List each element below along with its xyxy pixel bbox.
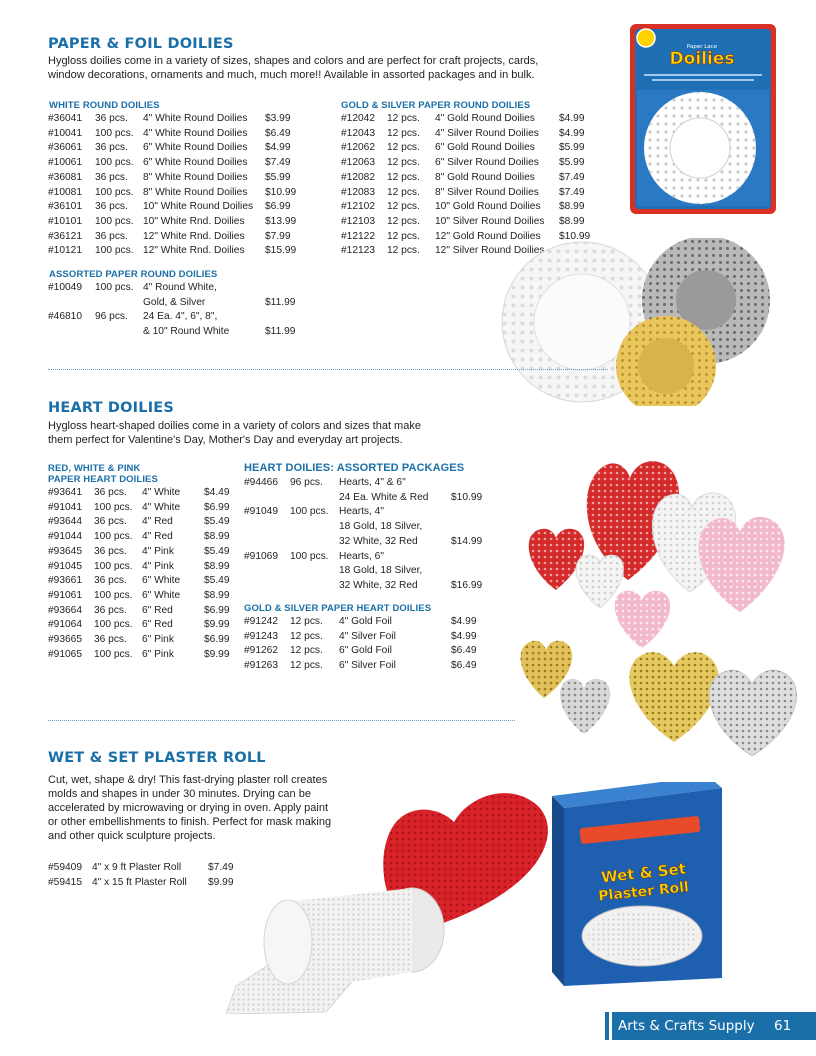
item-number: #10101 [48, 215, 82, 227]
package-small-label: Paper Lace [686, 44, 718, 50]
gold-silver-heart-table [244, 615, 491, 674]
item-number: #36041 [48, 113, 82, 124]
description: Gold, & Silver [143, 296, 206, 308]
price: $7.49 [208, 862, 234, 873]
description: Hearts, 4" [339, 506, 384, 518]
item-number [244, 491, 290, 506]
rwp-heading-line1: RED, WHITE & PINK [48, 463, 141, 474]
item-number: #91243 [244, 630, 278, 642]
description: 8" White Round Doilies [143, 186, 248, 198]
description: 12" White Rnd. Doilies [143, 230, 245, 242]
price: $14.99 [451, 535, 483, 547]
table-row [341, 171, 599, 186]
plaster-description: Cut, wet, shape & dry! This fast-drying plaster roll creates molds and shapes in under 30 minutes. Drying can be accelerated by microwaving or drying in oven. Apply paint or other embellishments to finish. Perfect for mask making and other quick sculpture projects. [48, 774, 332, 842]
quantity: 100 pcs. [95, 282, 134, 293]
price: $11.99 [265, 326, 296, 338]
box-title-line1: Wet & Set [600, 859, 687, 887]
item-number: #93661 [48, 575, 82, 587]
description: 6" White [142, 575, 181, 587]
quantity: 100 pcs. [290, 506, 329, 518]
table-row [341, 200, 599, 215]
description: 4" White Round Doilies [143, 113, 248, 124]
item-number [48, 296, 95, 311]
item-number: #36121 [48, 230, 82, 242]
quantity: 36 pcs. [94, 575, 127, 587]
price: $9.99 [204, 619, 230, 631]
table-row [48, 530, 244, 545]
section-divider-1 [48, 369, 608, 370]
price: $9.99 [204, 648, 230, 660]
description: Hearts, 4" & 6" [339, 477, 406, 488]
section-divider-2 [48, 720, 515, 721]
item-number: #12082 [341, 171, 375, 183]
assorted-round-heading: ASSORTED PAPER ROUND DOILIES [49, 269, 218, 280]
quantity: 100 pcs. [94, 501, 133, 513]
quantity: 100 pcs. [94, 589, 133, 601]
quantity: 36 pcs. [95, 171, 128, 183]
item-number: #91263 [244, 660, 278, 672]
description: 12" White Rnd. Doilies [143, 245, 245, 257]
price: $3.99 [265, 113, 291, 124]
description: Hearts, 6" [339, 550, 384, 562]
item-number: #91041 [48, 501, 82, 513]
price: $4.99 [559, 127, 585, 139]
price [265, 281, 305, 296]
table-row [48, 574, 244, 589]
table-row [48, 604, 244, 619]
table-row [341, 112, 599, 127]
quantity: 36 pcs. [95, 113, 128, 124]
table-row [341, 156, 599, 171]
table-row [48, 127, 305, 142]
price: $4.99 [265, 142, 291, 154]
quantity: 12 pcs. [387, 230, 420, 242]
quantity: 100 pcs. [290, 550, 329, 562]
item-number: #10081 [48, 186, 82, 198]
rwp-heading-line2: PAPER HEART DOILIES [48, 474, 158, 485]
table-row [48, 156, 305, 171]
item-number: #12123 [341, 245, 375, 257]
description: 6" Silver Round Doilies [435, 157, 539, 169]
quantity: 100 pcs. [94, 648, 133, 660]
item-number: #93641 [48, 487, 82, 498]
price [265, 310, 305, 325]
assorted-round-table [48, 281, 305, 340]
table-row [244, 550, 491, 565]
price: $4.99 [451, 616, 477, 627]
description: 18 Gold, 18 Silver, [339, 521, 423, 533]
description: 8" White Round Doilies [143, 171, 248, 183]
table-row [48, 171, 305, 186]
item-number: #91045 [48, 560, 82, 572]
table-row [341, 186, 599, 201]
paper-foil-title: PAPER & FOIL DOILIES [48, 36, 234, 52]
item-number: #12042 [341, 113, 375, 124]
table-row [48, 515, 244, 530]
item-number [48, 325, 95, 340]
item-number: #91064 [48, 619, 82, 631]
quantity [290, 564, 339, 579]
item-number: #10061 [48, 157, 82, 169]
description: 6" White Round Doilies [143, 157, 248, 169]
table-row [48, 486, 244, 501]
white-round-table [48, 112, 305, 259]
table-row [244, 659, 491, 674]
item-number: #91049 [244, 506, 278, 518]
price: $4.99 [451, 630, 477, 642]
description: 4" Red [142, 516, 173, 528]
quantity: 36 pcs. [95, 230, 128, 242]
quantity: 100 pcs. [95, 215, 134, 227]
quantity: 36 pcs. [94, 545, 127, 557]
price: $10.99 [559, 230, 591, 242]
table-row [48, 861, 248, 876]
round-doilies-image [500, 238, 816, 406]
quantity: 12 pcs. [290, 645, 323, 657]
description: 6" Pink [142, 634, 174, 646]
item-number: #93665 [48, 634, 82, 646]
item-number: #36101 [48, 201, 82, 213]
price: $7.99 [265, 230, 291, 242]
table-row [48, 876, 248, 891]
table-row [48, 545, 244, 560]
quantity: 96 pcs. [290, 477, 323, 488]
plaster-box [552, 782, 722, 986]
description: 6" Pink [142, 648, 174, 660]
heart-title: HEART DOILIES [48, 400, 175, 416]
item-number: #36061 [48, 142, 82, 154]
item-number: #91262 [244, 645, 278, 657]
quantity: 100 pcs. [95, 186, 134, 198]
quantity: 36 pcs. [95, 201, 128, 213]
table-row [48, 112, 305, 127]
table-row [244, 630, 491, 645]
box-title-line2: Plaster Roll [597, 879, 690, 905]
quantity: 12 pcs. [387, 113, 420, 124]
item-number: #12103 [341, 215, 375, 227]
quantity: 12 pcs. [387, 215, 420, 227]
footer-label: Arts & Crafts Supply [618, 1018, 755, 1034]
price: $6.99 [265, 201, 291, 213]
price: $6.49 [265, 127, 291, 139]
item-number: #10049 [48, 282, 82, 293]
item-number: #91044 [48, 531, 82, 543]
table-row [341, 127, 599, 142]
item-number: #10041 [48, 127, 82, 139]
price: $13.99 [265, 215, 297, 227]
description: 12" Silver Round Doilies [435, 245, 545, 257]
quantity [290, 579, 339, 594]
quantity: 36 pcs. [94, 516, 127, 528]
description: 4" White [142, 487, 181, 498]
description: 6" White Round Doilies [143, 142, 248, 154]
price: $5.49 [204, 545, 230, 557]
description: 4" Silver Foil [339, 630, 396, 642]
description: 32 White, 32 Red [339, 535, 418, 547]
quantity: 100 pcs. [94, 619, 133, 631]
item-number: #12062 [341, 142, 375, 154]
description: 32 White, 32 Red [339, 579, 418, 591]
table-row [244, 579, 491, 594]
quantity: 12 pcs. [290, 630, 323, 642]
description: 6" Gold Round Doilies [435, 142, 535, 154]
doilies-package-image [630, 24, 776, 214]
quantity: 12 pcs. [387, 245, 420, 257]
price: $4.99 [559, 113, 585, 124]
description: 6" Silver Foil [339, 660, 396, 672]
description: 10" White Round Doilies [143, 201, 254, 213]
quantity: 100 pcs. [94, 560, 133, 572]
quantity: 12 pcs. [387, 142, 420, 154]
page-number: 61 [774, 1018, 792, 1034]
table-row [48, 310, 305, 325]
description: 12" Gold Round Doilies [435, 230, 541, 242]
table-row [48, 141, 305, 156]
price: $11.99 [265, 296, 296, 308]
paper-foil-description: Hygloss doilies come in a variety of sizes, shapes and colors and are perfect for craft projects, cards, window decorations, ornaments and much, much more!! Available in assorted packages and in bulk. [48, 55, 539, 81]
item-number: #12063 [341, 157, 375, 169]
quantity: 12 pcs. [387, 127, 420, 139]
price: $8.99 [559, 201, 585, 213]
assorted-packages-heading: HEART DOILIES: ASSORTED PACKAGES [244, 462, 465, 474]
quantity [95, 296, 143, 311]
description: 18 Gold, 18 Silver, [339, 565, 423, 577]
quantity: 36 pcs. [94, 604, 127, 616]
price: $7.49 [559, 186, 585, 198]
item-number: #94466 [244, 477, 278, 488]
item-number: #59415 [48, 876, 82, 888]
quantity: 12 pcs. [387, 171, 420, 183]
price: $9.99 [208, 876, 234, 888]
table-row [244, 564, 491, 579]
description: & 10" Round White [143, 326, 230, 338]
table-row [48, 281, 305, 296]
table-row [48, 215, 305, 230]
description: 4" White [142, 501, 181, 513]
description: 4" Red [142, 531, 173, 543]
price: $5.99 [559, 157, 585, 169]
price [451, 505, 491, 520]
description: 4" White Round Doilies [143, 127, 248, 139]
table-row [48, 633, 244, 648]
price [451, 476, 491, 491]
item-number: #91061 [48, 589, 82, 601]
price: $5.99 [265, 171, 291, 183]
table-row [48, 325, 305, 340]
quantity: 100 pcs. [95, 245, 134, 257]
price: $7.49 [559, 171, 585, 183]
item-number [244, 579, 290, 594]
quantity [290, 520, 339, 535]
table-row [244, 535, 491, 550]
price: $6.99 [204, 604, 230, 616]
plaster-roll-image [226, 782, 722, 1014]
table-row [341, 141, 599, 156]
description: 6" Gold Foil [339, 645, 392, 657]
description: 4" x 9 ft Plaster Roll [92, 862, 182, 873]
quantity [95, 325, 143, 340]
price: $6.99 [204, 501, 230, 513]
quantity: 36 pcs. [94, 634, 127, 646]
table-row [48, 296, 305, 311]
price: $8.99 [204, 589, 230, 601]
description: 4" Round White, [143, 282, 217, 293]
quantity: 96 pcs. [95, 311, 128, 323]
price: $6.49 [451, 645, 477, 657]
item-number: #91069 [244, 550, 278, 562]
description: 10" White Rnd. Doilies [143, 215, 245, 227]
price: $6.49 [451, 660, 477, 672]
description: 10" Gold Round Doilies [435, 201, 541, 213]
price: $10.99 [451, 491, 483, 503]
gold-silver-round-heading: GOLD & SILVER PAPER ROUND DOILIES [341, 100, 531, 111]
description: 8" Silver Round Doilies [435, 186, 539, 198]
item-number: #91065 [48, 648, 82, 660]
table-row [244, 476, 491, 491]
item-number: #36081 [48, 171, 82, 183]
table-row [48, 589, 244, 604]
price: $4.49 [204, 487, 230, 498]
price: $8.99 [204, 560, 230, 572]
table-row [48, 560, 244, 575]
quantity: 12 pcs. [387, 186, 420, 198]
price: $16.99 [451, 579, 483, 591]
price: $5.49 [204, 575, 230, 587]
description: 4" Gold Foil [339, 616, 392, 627]
quantity: 36 pcs. [94, 487, 127, 498]
price [451, 550, 491, 565]
table-row [244, 491, 491, 506]
gold-silver-round-table [341, 112, 599, 259]
description: 4" Pink [142, 560, 174, 572]
description: 6" Red [142, 604, 173, 616]
table-row [244, 644, 491, 659]
price: $5.99 [559, 142, 585, 154]
price [451, 564, 491, 579]
item-number [244, 520, 290, 535]
description: 4" Silver Round Doilies [435, 127, 539, 139]
item-number [244, 535, 290, 550]
rwp-heart-table [48, 486, 244, 662]
item-number [244, 564, 290, 579]
description: 24 Ea. 4", 6", 8", [143, 311, 218, 323]
page-footer [609, 1012, 816, 1040]
description: 6" Red [142, 619, 173, 631]
table-row [244, 520, 491, 535]
table-row [48, 230, 305, 245]
gold-silver-heart-heading: GOLD & SILVER PAPER HEART DOILIES [244, 603, 432, 614]
table-row [244, 505, 491, 520]
item-number: #93644 [48, 516, 82, 528]
quantity [290, 535, 339, 550]
table-row [48, 648, 244, 663]
description: 6" White [142, 589, 181, 601]
item-number: #93645 [48, 545, 82, 557]
quantity: 12 pcs. [290, 616, 323, 627]
price: $6.99 [204, 634, 230, 646]
quantity: 100 pcs. [95, 157, 134, 169]
price: $8.99 [559, 215, 585, 227]
table-row [48, 501, 244, 516]
description: 10" Silver Round Doilies [435, 215, 545, 227]
quantity [290, 491, 339, 506]
description: 8" Gold Round Doilies [435, 171, 535, 183]
description: 4" Pink [142, 545, 174, 557]
item-number: #93664 [48, 604, 82, 616]
table-row [341, 215, 599, 230]
table-row [48, 618, 244, 633]
table-row [48, 200, 305, 215]
item-number: #12083 [341, 186, 375, 198]
price [451, 520, 491, 535]
quantity: 12 pcs. [387, 157, 420, 169]
table-row [48, 244, 305, 259]
table-row [244, 615, 491, 630]
quantity: 12 pcs. [387, 201, 420, 213]
quantity: 100 pcs. [94, 531, 133, 543]
item-number: #46810 [48, 311, 82, 323]
price: $5.49 [204, 516, 230, 528]
white-round-heading: WHITE ROUND DOILIES [49, 100, 160, 111]
price: $10.99 [265, 186, 297, 198]
plaster-table [48, 861, 248, 890]
item-number: #10121 [48, 245, 82, 257]
plaster-title: WET & SET PLASTER ROLL [48, 750, 266, 766]
price: $15.99 [265, 245, 297, 257]
assorted-packages-table [244, 476, 491, 594]
description: 4" Gold Round Doilies [435, 113, 535, 124]
description: 4" x 15 ft Plaster Roll [92, 876, 187, 888]
heart-doilies-image [518, 452, 816, 760]
price: $7.49 [265, 157, 291, 169]
item-number: #91242 [244, 616, 278, 627]
description: 24 Ea. White & Red [339, 491, 429, 503]
item-number: #59409 [48, 862, 82, 873]
heart-description: Hygloss heart-shaped doilies come in a variety of colors and sizes that make them perfect for Valentine's Day, Mother's Day and everyday art projects. [48, 420, 421, 446]
item-number: #12102 [341, 201, 375, 213]
quantity: 12 pcs. [290, 660, 323, 672]
table-row [48, 186, 305, 201]
item-number: #12043 [341, 127, 375, 139]
price: $8.99 [204, 531, 230, 543]
package-title: Doilies [669, 49, 735, 69]
quantity: 36 pcs. [95, 142, 128, 154]
quantity: 100 pcs. [95, 127, 134, 139]
item-number: #12122 [341, 230, 375, 242]
